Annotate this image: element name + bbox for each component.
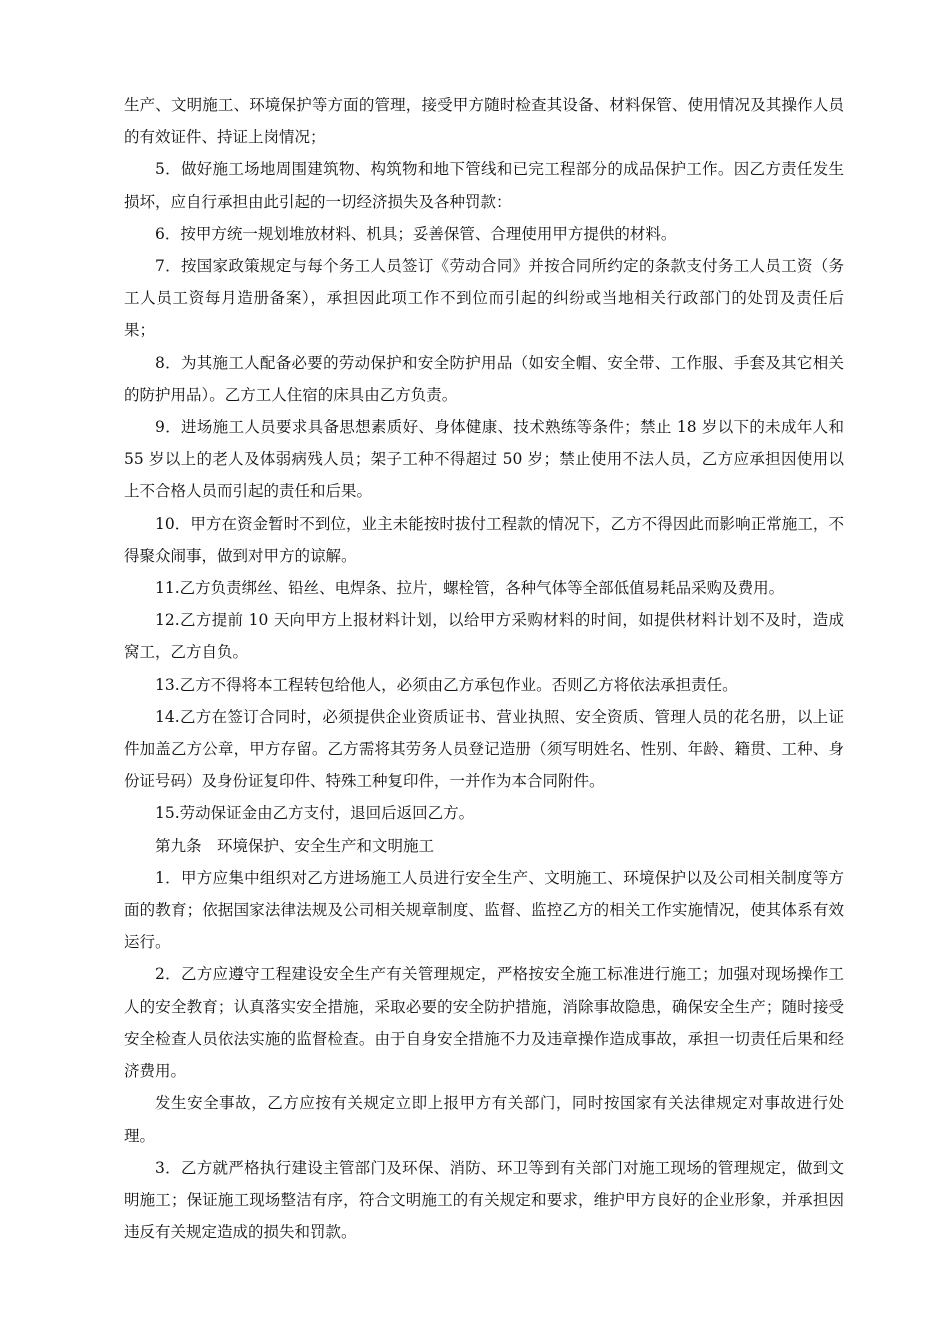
paragraph-item-12: 12.乙方提前 10 天向甲方上报材料计划，以给甲方采购材料的时间，如提供材料计划不及时，造成窝工，乙方自负。 xyxy=(124,611,844,662)
paragraph-item-11: 11.乙方负责绑丝、铅丝、电焊条、拉片，螺栓管，各种气体等全部低值易耗品采购及费用。 xyxy=(155,579,785,598)
paragraph-accident-report: 发生安全事故，乙方应按有关规定立即上报甲方有关部门，同时按国家有关法律规定对事故进行处理。 xyxy=(124,1094,844,1145)
paragraph-section9-item-1: 1．甲方应集中组织对乙方进场施工人员进行安全生产、文明施工、环境保护以及公司相关制度等方面的教育；依据国家法律法规及公司相关规章制度、监督、监控乙方的相关工作实施情况，使其体系有效运行。 xyxy=(124,868,844,952)
paragraph-item-15: 15.劳动保证金由乙方支付，退回后返回乙方。 xyxy=(155,804,475,823)
paragraph-continuation: 生产、文明施工、环境保护等方面的管理，接受甲方随时检查其设备、材料保管、使用情况及其操作人员的有效证件、持证上岗情况； xyxy=(124,96,844,147)
paragraph-section9-item-3: 3．乙方就严格执行建设主管部门及环保、消防、环卫等到有关部门对施工现场的管理规定，做到文明施工；保证施工现场整洁有序，符合文明施工的有关规定和要求，维护甲方良好的企业形象，并承担因违反有关规定造成的损失和罚款。 xyxy=(124,1158,844,1242)
paragraph-item-6: 6．按甲方统一规划堆放材料、机具；妥善保管、合理使用甲方提供的材料。 xyxy=(155,224,677,243)
paragraph-item-5: 5．做好施工场地周围建筑物、构筑物和地下管线和已完工程部分的成品保护工作。因乙方责任发生损坏，应自行承担由此引起的一切经济损失及各种罚款： xyxy=(124,160,844,211)
paragraph-item-8: 8．为其施工人配备必要的劳动保护和安全防护用品（如安全帽、安全带、工作服、手套及其它相关的防护用品）。乙方工人住宿的床具由乙方负责。 xyxy=(124,353,844,404)
paragraph-item-10: 10．甲方在资金暂时不到位，业主未能按时拔付工程款的情况下，乙方不得因此而影响正常施工，不得聚众闹事，做到对甲方的谅解。 xyxy=(124,514,844,565)
document-body xyxy=(124,89,844,1248)
paragraph-item-9: 9．进场施工人员要求具备思想素质好、身体健康、技术熟练等条件；禁止 18 岁以下的未成年人和 55 岁以上的老人及体弱病残人员；架子工种不得超过 50 岁；禁止使用不法人员，乙方应承担因使用以上不合格人员而引起的责任和后果。 xyxy=(124,418,844,501)
paragraph-item-14: 14.乙方在签订合同时，必须提供企业资质证书、营业执照、安全资质、管理人员的花名册，以上证件加盖乙方公章，甲方存留。乙方需将其劳务人员登记造册（须写明姓名、性别、年龄、籍贯、工种、身份证号码）及身份证复印件、特殊工种复印件，一并作为本合同附件。 xyxy=(124,707,844,791)
paragraph-item-13: 13.乙方不得将本工程转包给他人，必须由乙方承包作业。否则乙方将依法承担责任。 xyxy=(155,675,738,694)
paragraph-item-7: 7．按国家政策规定与每个务工人员签订《劳动合同》并按合同所约定的条款支付务工人员工资（务工人员工资每月造册备案），承担因此项工作不到位而引起的纠纷或当地相关行政部门的处罚及责任后果； xyxy=(124,257,844,340)
section-heading-article-9: 第九条 环境保护、安全生产和文明施工 xyxy=(155,836,435,855)
paragraph-section9-item-2: 2．乙方应遵守工程建设安全生产有关管理规定，严格按安全施工标准进行施工；加强对现场操作工人的安全教育；认真落实安全措施，采取必要的安全防护措施，消除事故隐患，确保安全生产；随时接受安全检查人员依法实施的监督检查。由于自身安全措施不力及违章操作造成事故，承担一切责任后果和经济费用。 xyxy=(124,965,844,1081)
